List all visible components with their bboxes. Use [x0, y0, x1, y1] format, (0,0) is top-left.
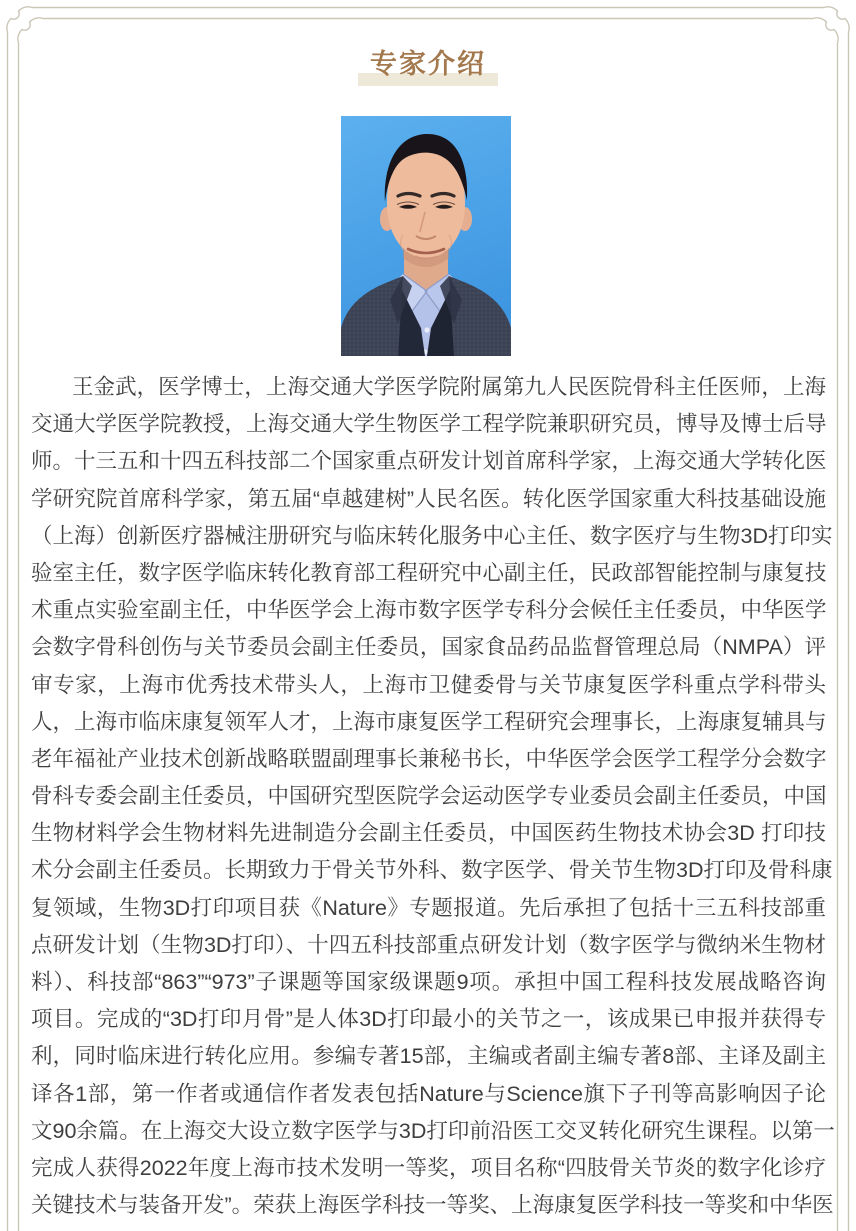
portrait-photo[interactable] [341, 116, 511, 356]
bio-line: 会数字骨科创伤与关节委员会副主任委员，国家食品药品监督管理总局（NMPA）评 [31, 635, 826, 660]
bio-line: 交通大学医学院教授，上海交通大学生物医学工程学院兼职研究员，博导及博士后导 [31, 412, 827, 437]
biography-text [31, 369, 835, 1224]
bio-line: 术重点实验室副主任，中华医学会上海市数字医学专科分会候任主任委员，中华医学 [31, 598, 827, 623]
bio-line: 完成人获得2022年度上海市技术发明一等奖，项目名称“四肢骨关节炎的数字化诊疗 [31, 1155, 826, 1180]
bio-line: 译各1部，第一作者或通信作者发表包括Nature与Science旗下子刊等高影响因子论 [31, 1081, 826, 1106]
section-title-row [0, 50, 856, 86]
bio-line: 复领域，生物3D打印项目获《Nature》专题报道。先后承担了包括十三五科技部重 [31, 895, 826, 920]
bio-line: 老年福祉产业技术创新战略联盟副理事长兼秘书长，中华医学会医学工程学分会数字 [31, 746, 827, 771]
bio-line: 利，同时临床进行转化应用。参编专著15部，主编或者副主编专著8部、主译及副主 [31, 1044, 826, 1069]
bio-line: 学研究院首席科学家，第五届“卓越建树”人民名医。转化医学国家重大科技基础设施 [31, 486, 826, 511]
bio-line: 生物材料学会生物材料先进制造分会副主任委员，中国医药生物技术协会3D 打印技 [31, 821, 826, 846]
bio-line: 料）、科技部“863”“973”子课题等国家级课题9项。承担中国工程科技发展战略咨询 [31, 970, 826, 994]
bio-line: 关键技术与装备开发”。荣获上海医学科技一等奖、上海康复医学科技一等奖和中华医 [31, 1193, 834, 1218]
bio-line: 验室主任，数字医学临床转化教育部工程研究中心副主任，民政部智能控制与康复技 [31, 560, 827, 585]
bio-line: 王金武，医学博士，上海交通大学医学院附属第九人民医院骨科主任医师，上海 [72, 375, 826, 399]
bio-line: 审专家，上海市优秀技术带头人，上海市卫健委骨与关节康复医学科重点学科带头 [31, 672, 826, 697]
bio-line: （上海）创新医疗器械注册研究与临床转化服务中心主任、数字医疗与生物3D打印实 [31, 523, 833, 548]
bio-line: 项目。完成的“3D打印月骨”是人体3D打印最小的关节之一，该成果已申报并获得专 [31, 1007, 826, 1032]
bio-line: 文90余篇。在上海交大设立数字医学与3D打印前沿医工交叉转化研究生课程。以第一 [31, 1118, 835, 1143]
bio-line: 术分会副主任委员。长期致力于骨关节外科、数字医学、骨关节生物3D打印及骨科康 [31, 858, 833, 883]
bio-line: 骨科专委会副主任委员，中国研究型医院学会运动医学专业委员会副主任委员，中国 [31, 784, 827, 809]
bio-line: 点研发计划（生物3D打印）、十四五科技部重点研发计划（数字医学与微纳米生物材 [31, 932, 826, 957]
page-title: 专家介绍 [358, 50, 498, 86]
portrait-photo-image [341, 116, 511, 356]
bio-line: 师。十三五和十四五科技部二个国家重点研发计划首席科学家，上海交通大学转化医 [31, 449, 827, 474]
bio-line: 人，上海市临床康复领军人才，上海市康复医学工程研究会理事长，上海康复辅具与 [31, 709, 827, 734]
